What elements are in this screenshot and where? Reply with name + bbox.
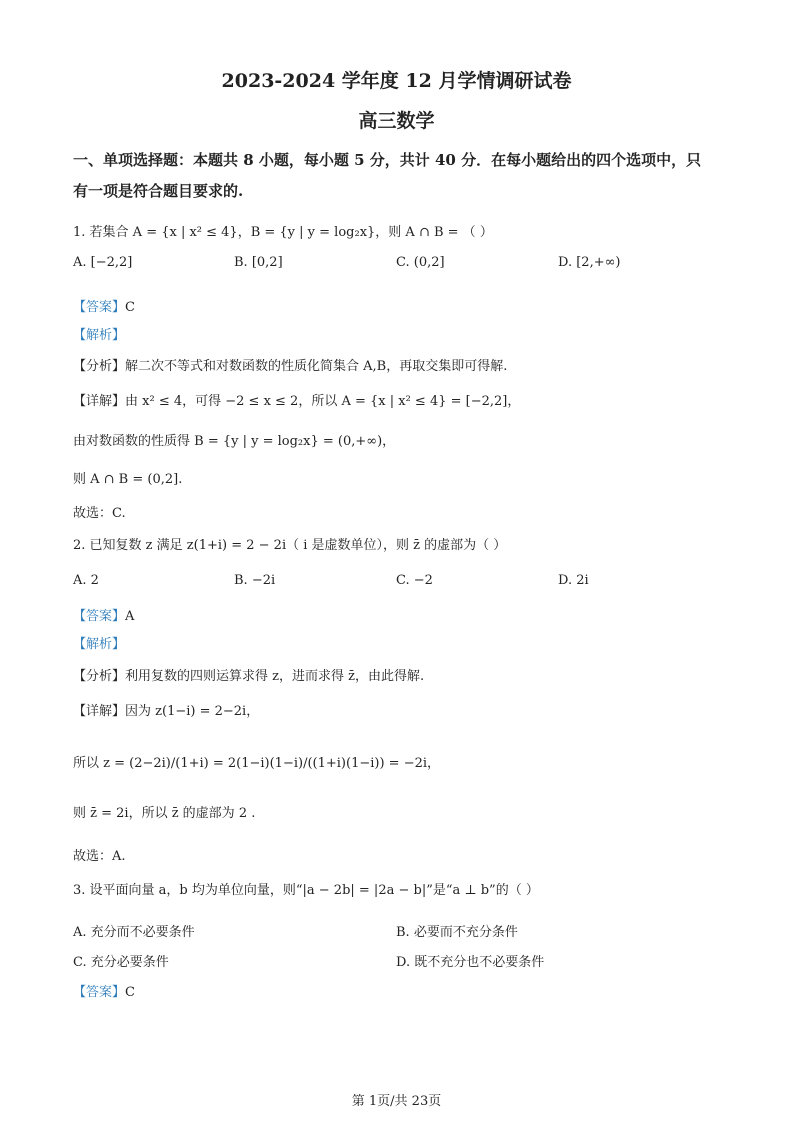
detail-text: 由 x² ≤ 4，可得 −2 ≤ x ≤ 2，所以 A = {x | x² ≤ 4} = [−2,2]， (125, 394, 521, 409)
q3-option-a: A. 充分而不必要条件 (73, 925, 195, 940)
answer-value: A (125, 609, 135, 624)
section-heading-line2: 有一项是符合题目要求的. (73, 182, 244, 200)
fenxi-tag: 【分析】 (73, 669, 126, 684)
q2-option-c: C. −2 (396, 573, 433, 588)
q1-option-c: C. (0,2] (396, 255, 445, 270)
answer-tag: 【答案】 (73, 300, 126, 315)
q2-analysis-tag: 【解析】 (73, 637, 126, 652)
fenxi-tag: 【分析】 (73, 359, 126, 374)
q1-option-d: D. [2,+∞) (558, 255, 621, 270)
detail-tag: 【详解】 (73, 704, 126, 719)
q1-choose: 故选：C. (73, 506, 126, 521)
q2-stem: 2. 已知复数 z 满足 z(1+i) = 2 − 2i（ i 是虚数单位），则 z̄ 的虚部为（ ） (73, 538, 507, 553)
q3-answer (73, 984, 135, 1002)
answer-tag: 【答案】 (73, 985, 126, 1000)
detail-tag: 【详解】 (73, 394, 126, 409)
q2-option-b: B. −2i (234, 573, 276, 588)
page-title: 2023-2024 学年度 12 月学情调研试卷 (221, 70, 572, 92)
q2-answer (73, 608, 134, 626)
q1-detail-2: 由对数函数的性质得 B = {y | y = log₂x} = (0,+∞)， (73, 434, 396, 449)
q1-stem: 1. 若集合 A = {x | x² ≤ 4}，B = {y | y = log₂x}，则 A ∩ B = （ ） (73, 225, 493, 240)
fenxi-text: 解二次不等式和对数函数的性质化简集合 A,B，再取交集即可得解. (125, 359, 508, 374)
q3-stem: 3. 设平面向量 a，b 均为单位向量，则“|a − 2b| = |2a − b|”是“a ⊥ b”的（ ） (73, 883, 539, 898)
q2-detail-3: 则 z̄ = 2i，所以 z̄ 的虚部为 2 . (73, 806, 256, 821)
answer-value: C (125, 985, 135, 1000)
q1-option-b: B. [0,2] (234, 255, 283, 270)
q1-option-a: A. [−2,2] (73, 255, 133, 270)
q1-detail-3: 则 A ∩ B = (0,2]. (73, 472, 183, 487)
page-number: 第 1页/共 23页 (351, 1094, 442, 1109)
answer-tag: 【答案】 (73, 609, 126, 624)
q2-fenxi (73, 668, 424, 686)
answer-value: C (125, 300, 135, 315)
page-subtitle: 高三数学 (358, 110, 435, 132)
q2-choose: 故选：A. (73, 849, 126, 864)
q1-answer (73, 299, 135, 317)
fenxi-text: 利用复数的四则运算求得 z，进而求得 z̄，由此得解. (125, 669, 425, 684)
q1-detail-1 (73, 393, 520, 411)
section-heading-line1: 一、单项选择题：本题共 8 小题，每小题 5 分，共计 40 分．在每小题给出的四个选项中，只 (73, 151, 702, 169)
q2-option-a: A. 2 (73, 573, 99, 588)
q2-detail-2: 所以 z = (2−2i)/(1+i) = 2(1−i)(1−i)/((1+i)(1−i)) = −2i， (73, 756, 441, 771)
q1-fenxi (73, 358, 507, 376)
detail-text: 因为 z(1−i) = 2−2i， (125, 704, 260, 719)
q2-detail-1 (73, 703, 259, 721)
q1-analysis-tag: 【解析】 (73, 328, 126, 343)
q3-option-c: C. 充分必要条件 (73, 955, 169, 970)
q3-option-d: D. 既不充分也不必要条件 (396, 955, 545, 970)
q3-option-b: B. 必要而不充分条件 (396, 925, 518, 940)
q2-option-d: D. 2i (558, 573, 589, 588)
